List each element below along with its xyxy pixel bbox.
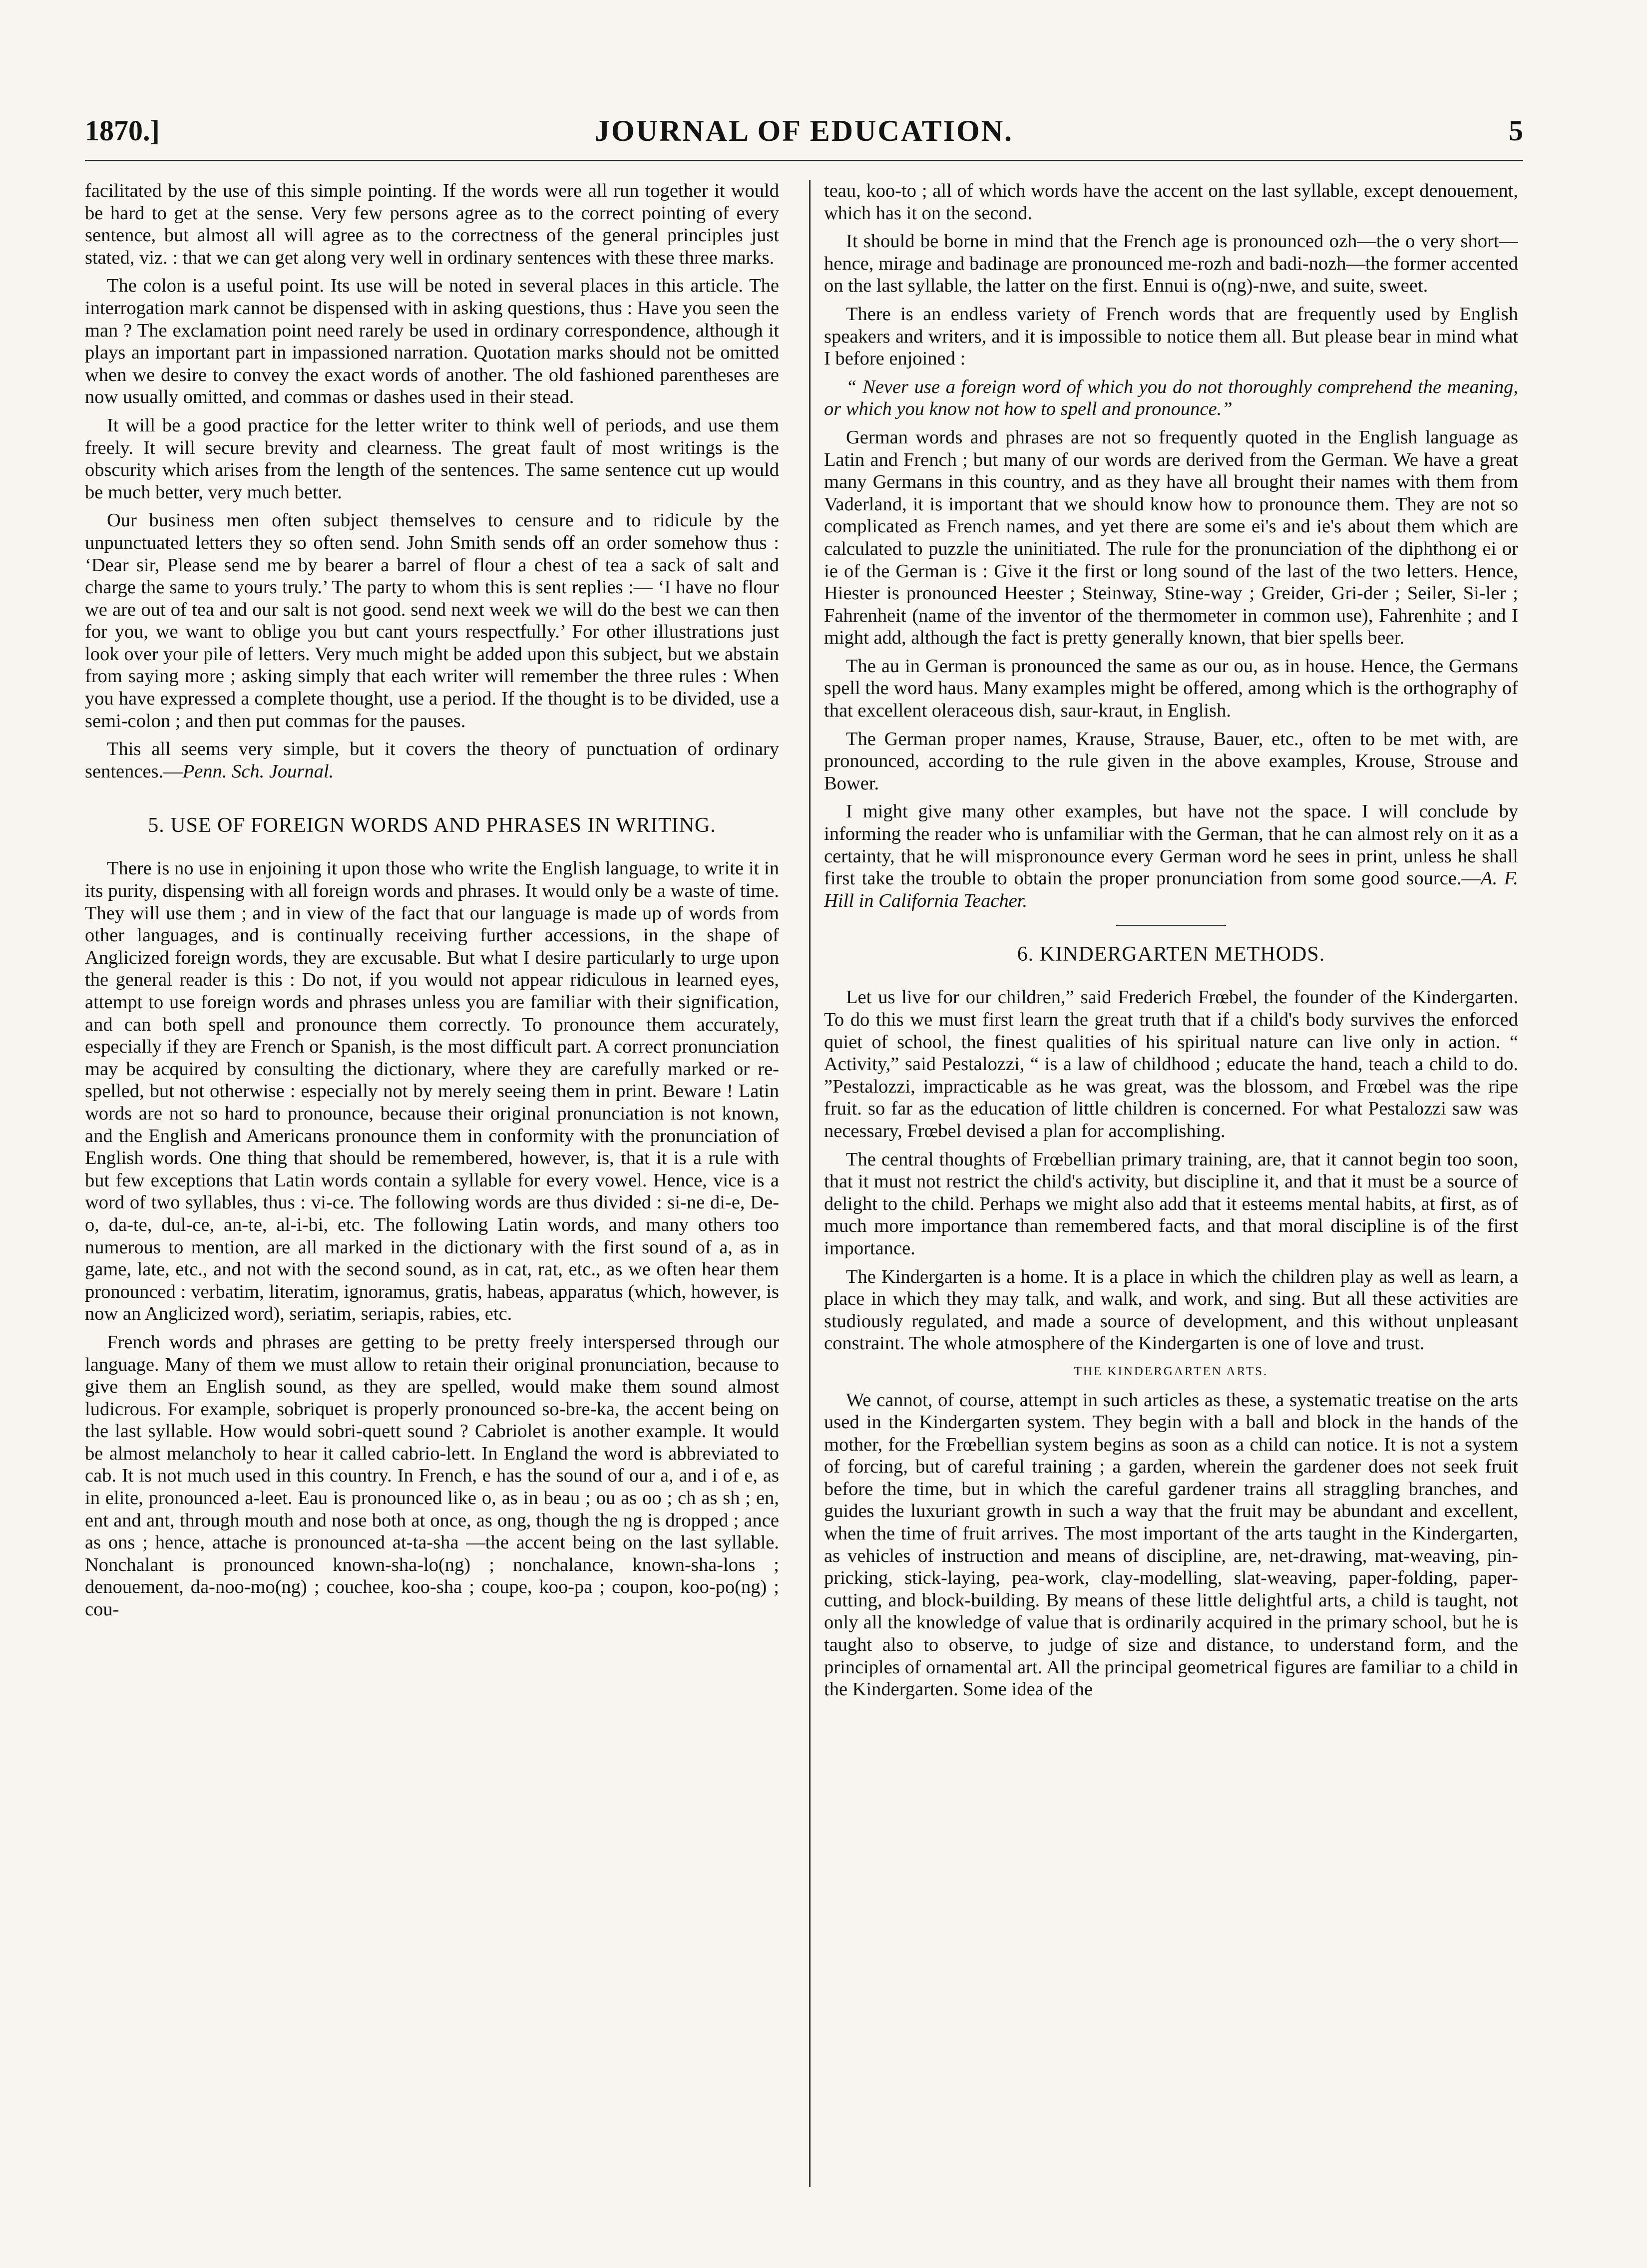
body-paragraph: The Kindergarten is a home. It is a place in which the children play as well as learn, a place in which they may talk, and walk, and work, and sing. But all these activities are studiously regulated, and made a source of development, and this without unpleasant constraint. The whole atmosphere of the Kindergarten is one of love and trust.	[824, 1266, 1518, 1354]
body-paragraph: The colon is a useful point. Its use will be noted in several places in this article. The interrogation mark cannot be dispensed with in asking questions, thus : Have you seen the man ? The exclamation point need rarely be used in ordinary correspondence, although it plays an important part in impassioned narration. Quotation marks should not be omitted when we desire to convey the exact words of another. The old fashioned parentheses are now usually omitted, and commas or dashes used in their stead.	[85, 275, 779, 408]
body-paragraph: The au in German is pronounced the same as our ou, as in house. Hence, the Germans spell the word haus. Many examples might be offered, among which is the orthography of that excellent oleraceous dish, saur-kraut, in English.	[824, 655, 1518, 722]
body-paragraph: There is no use in enjoining it upon those who write the English language, to write it in its purity, dispensing with all foreign words and phrases. It would only be a waste of time. They will use them ; and in view of the fact that our language is made up of words from other languages, and is continually receiving further accessions, in the shape of Anglicized foreign words, they are excusable. But what I desire particularly to urge upon the general reader is this : Do not, if you would not appear ridiculous in learned eyes, attempt to use foreign words and phrases unless you are familiar with their signification, and can both spell and pronounce them correctly. To pronounce them accurately, especially if they are French or Spanish, is the most difficult part. A correct pronunciation may be acquired by consulting the dictionary, where they are carefully marked or re-spelled, but not otherwise : especially not by merely seeing them in print. Beware ! Latin words are not so hard to pronounce, because their original pronunciation is not known, and the English and Americans pronounce them in conformity with the pronunciation of English words. One thing that should be remembered, however, is, that it is a rule with but few exceptions that Latin words contain a syllable for every vowel. Hence, vice is a word of two syllables, thus : vi-ce. The following words are thus divided : si-ne di-e, De-o, da-te, dul-ce, an-te, al-i-bi, etc. The following Latin words, and many others too numerous to mention, are all marked in the dictionary with the first sound of a, as in game, late, etc., and not with the second sound, as in cat, rat, etc., as we often hear them pronounced : verbatim, literatim, ignoramus, gratis, habeas, apparatus (which, however, is now an Anglicized word), seriatim, seriapis, rabies, etc.	[85, 858, 779, 1325]
header-journal-title: JOURNAL OF EDUCATION.	[594, 114, 1014, 147]
quoted-rule: “ Never use a foreign word of which you do not thoroughly comprehend the meaning, or which you know not how to spell and pronounce.”	[824, 376, 1518, 420]
source-citation: A. F. Hill in California Teacher.	[824, 868, 1518, 911]
page-header	[85, 105, 1523, 161]
body-paragraph: facilitated by the use of this simple pointing. If the words were all run together it would be hard to get at the sense. Very few persons agree as to the correct pointing of every sentence, but almost all will agree as to the correctness of the general principles just stated, viz. : that we can get along very well in ordinary sentences with these three marks.	[85, 180, 779, 268]
body-paragraph: teau, koo-to ; all of which words have the accent on the last syllable, except denouement, which has it on the second.	[824, 180, 1518, 224]
source-citation: Penn. Sch. Journal.	[182, 760, 334, 782]
body-paragraph: The German proper names, Krause, Strause, Bauer, etc., often to be met with, are pronounced, according to the rule given in the above examples, Krouse, Strouse and Bower.	[824, 728, 1518, 794]
closing-paragraph	[824, 800, 1518, 912]
body-paragraph: German words and phrases are not so frequently quoted in the English language as Latin and French ; but many of our words are derived from the German. We have a great many Germans in this country, and as they have all brought their names with them from Vaderland, it is important that we should know how to pronounce them. They are not so complicated as French names, and yet there are some ei's and ie's about them which are calculated to puzzle the uninitiated. The rule for the pronunciation of the diphthong ei or ie of the German is : Give it the first or long sound of the last of the two letters. Hence, Hiester is pronounced Heester ; Steinway, Stine-way ; Greider, Gri-der ; Seiler, Si-ler ; Fahrenheit (name of the inventor of the thermometer in common use), Fahrenhite ; and I might add, although the fact is pretty generally known, that bier spells beer.	[824, 426, 1518, 649]
column-divider	[809, 180, 811, 2187]
closing-paragraph	[85, 738, 779, 782]
closing-text: This all seems very simple, but it covers the theory of punctuation of ordinary sentences.—	[85, 739, 779, 782]
header-page-number: 5	[1509, 114, 1523, 147]
section-separator	[1116, 925, 1226, 926]
body-paragraph: There is an endless variety of French words that are frequently used by English speakers and writers, and it is impossible to notice them all. But please bear in mind what I before enjoined :	[824, 303, 1518, 370]
body-paragraph: We cannot, of course, attempt in such articles as these, a systematic treatise on the arts used in the Kindergarten system. They begin with a ball and block in the hands of the mother, for the Frœbellian system begins as soon as a child can notice. It is not a system of forcing, but of careful training ; a garden, wherein the gardener does not seek fruit before the time, but in which the careful gardener trains all straggling branches, and guides the luxuriant growth in such a way that the fruit may be abundant and excellent, when the time of fruit arrives. The most important of the arts taught in the Kindergarten, as vehicles of instruction and means of discipline, are, net-drawing, mat-weaving, pin-pricking, stick-laying, pea-work, clay-modelling, slat-weaving, paper-folding, paper-cutting, and block-building. By means of these little delightful arts, a child is taught, not only all the knowledge of value that is ordinarily acquired in the primary school, but he is taught also to observe, to judge of size and distance, to understand form, and the principles of ornamental art. All the principal geometrical figures are familiar to a child in the Kindergarten. Some idea of the	[824, 1389, 1518, 1700]
section-title-foreign-words: 5. USE OF FOREIGN WORDS AND PHRASES IN WRITING.	[148, 814, 716, 837]
section-title-kindergarten: 6. KINDERGARTEN METHODS.	[1017, 943, 1325, 966]
header-year: 1870.]	[85, 114, 160, 147]
body-paragraph: The central thoughts of Frœbellian primary training, are, that it cannot begin too soon, that it must not restrict the child's activity, but discipline it, and that it must be a source of delight to the child. Perhaps we might also add that it esteems mental habits, at first, as of much more importance than remembered facts, and that moral discipline is of the first importance.	[824, 1148, 1518, 1259]
body-paragraph: It should be borne in mind that the French age is pronounced ozh—the o very short—hence, mirage and badinage are pronounced me-rozh and badi-nozh—the former accented on the last syllable, the latter on the first. Ennui is o(ng)-nwe, and suite, sweet.	[824, 231, 1518, 297]
left-column	[85, 180, 779, 2192]
closing-text: I might give many other examples, but have not the space. I will conclude by informing the reader who is unfamiliar with the German, that he can almost rely on it as a certainty, that he will mispronounce every German word he sees in print, unless he shall first take the trouble to obtain the proper pronunciation from some good source.—	[824, 801, 1518, 889]
subheading-kindergarten-arts: THE KINDERGARTEN ARTS.	[1074, 1364, 1268, 1378]
body-paragraph: Let us live for our children,” said Frederich Frœbel, the founder of the Kindergarten. To do this we must first learn the great truth that if a child's body survives the enforced quiet of school, the finest qualities of his spiritual nature can live only in action. “ Activity,” said Pestalozzi, “ is a law of childhood ; educate the hand, teach a child to do. ”Pestalozzi, impracticable as he was great, was the blossom, and Frœbel was the ripe fruit. so far as the education of little children is concerned. For what Pestalozzi saw was necessary, Frœbel devised a plan for accomplishing.	[824, 987, 1518, 1141]
body-paragraph: It will be a good practice for the letter writer to think well of periods, and use them freely. It will secure brevity and clearness. The great fault of most writings is the obscurity which arises from the length of the sentences. The same sentence cut up would be much better, very much better.	[85, 414, 779, 503]
right-column	[824, 180, 1518, 2192]
body-paragraph: French words and phrases are getting to be pretty freely interspersed through our language. Many of them we must allow to retain their original pronunciation, because to give them an English sound, as they are spelled, would make them sound almost ludicrous. For example, sobriquet is properly pronounced so-bre-ka, the accent being on the last syllable. How would sobri-quett sound ? Cabriolet is another example. It would be almost melancholy to hear it called cabrio-lett. In England the word is abbreviated to cab. It is not much used in this country. In French, e has the sound of our a, and i of e, as in elite, pronounced a-leet. Eau is pronounced like o, as in beau ; ou as oo ; ch as sh ; en, ent and ant, through mouth and nose both at once, as ong, though the ng is dropped ; ance as ons ; hence, attache is pronounced at-ta-sha —the accent being on the last syllable. Nonchalant is pronounced known-sha-lo(ng) ; nonchalance, known-sha-lons ; denouement, da-noo-mo(ng) ; couchee, koo-sha ; coupe, koo-pa ; coupon, koo-po(ng) ; cou-	[85, 1331, 779, 1620]
body-paragraph: Our business men often subject themselves to censure and to ridicule by the unpunctuated letters they so often send. John Smith sends off an order somehow thus : ‘Dear sir, Please send me by bearer a barrel of flour a chest of tea a sack of salt and charge the same to yours truly.’ The party to whom this is sent replies :— ‘I have no flour we are out of tea and our salt is not good. send next week we will do the best we can then for you, we want to oblige you but cant yours respectfully.’ For other illustrations just look over your pile of letters. Very much might be added upon this subject, but we abstain from saying more ; asking simply that each writer will remember the three rules : When you have expressed a complete thought, use a period. If the thought is to be divided, use a semi-colon ; and then put commas for the pauses.	[85, 510, 779, 732]
